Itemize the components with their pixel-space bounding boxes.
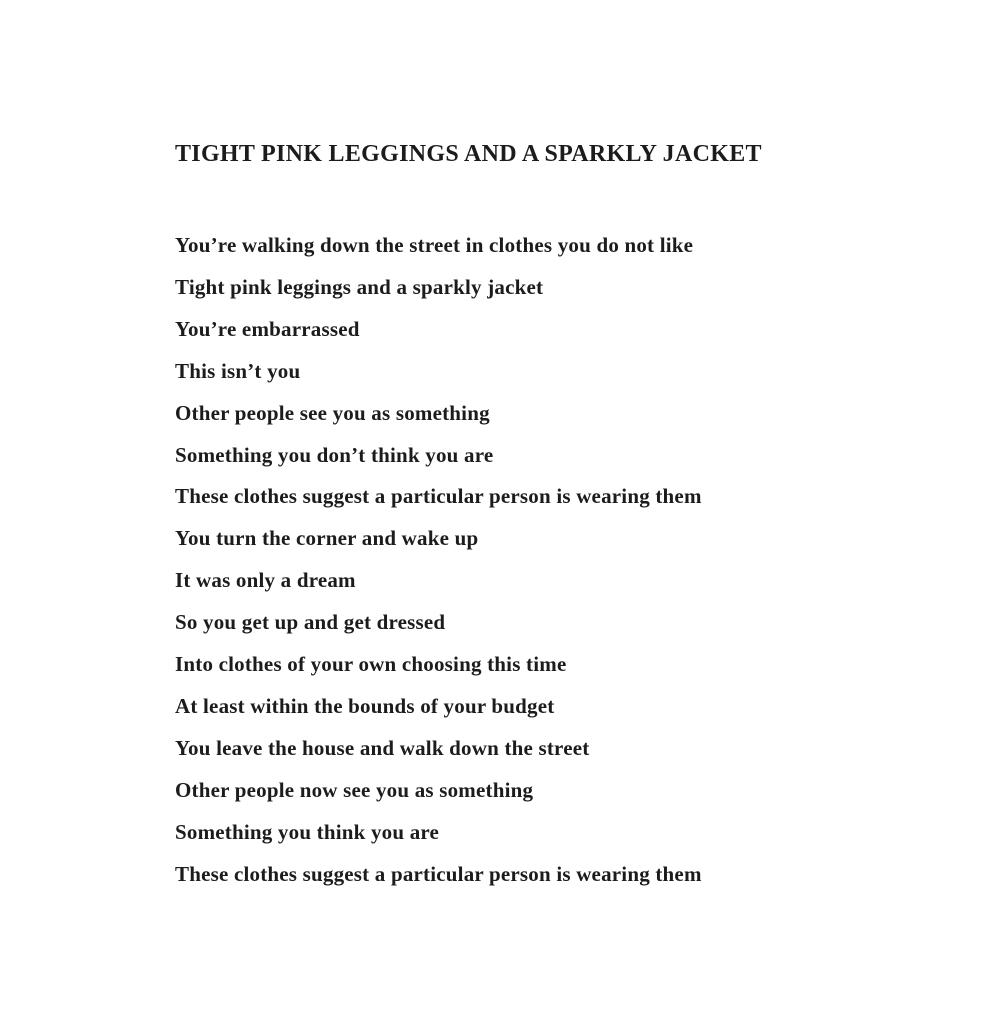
poem-line: At least within the bounds of your budget xyxy=(175,693,555,718)
poem-line: You’re walking down the street in clothes you do not like xyxy=(175,233,694,257)
poem-line: Other people see you as something xyxy=(175,400,490,425)
poem-line: Something you don’t think you are xyxy=(175,442,494,467)
poem-line: These clothes suggest a particular person is wearing them xyxy=(175,484,702,509)
poem-body xyxy=(175,225,880,896)
poem-line: Something you think you are xyxy=(175,819,440,844)
poem-line: You turn the corner and wake up xyxy=(175,526,479,551)
poem-line: These clothes suggest a particular person is wearing them xyxy=(175,861,702,886)
poem-line: You’re embarrassed xyxy=(175,316,360,341)
poem-line: This isn’t you xyxy=(175,358,301,383)
poem-title: TIGHT PINK LEGGINGS AND A SPARKLY JACKET xyxy=(175,141,762,167)
poem-line: Tight pink leggings and a sparkly jacket xyxy=(175,274,544,299)
poem-line: Into clothes of your own choosing this time xyxy=(175,652,567,677)
poem-line: You leave the house and walk down the street xyxy=(175,735,590,760)
poem-line: Other people now see you as something xyxy=(175,777,534,802)
poem-line: So you get up and get dressed xyxy=(175,610,446,635)
poem-line: It was only a dream xyxy=(175,568,356,593)
